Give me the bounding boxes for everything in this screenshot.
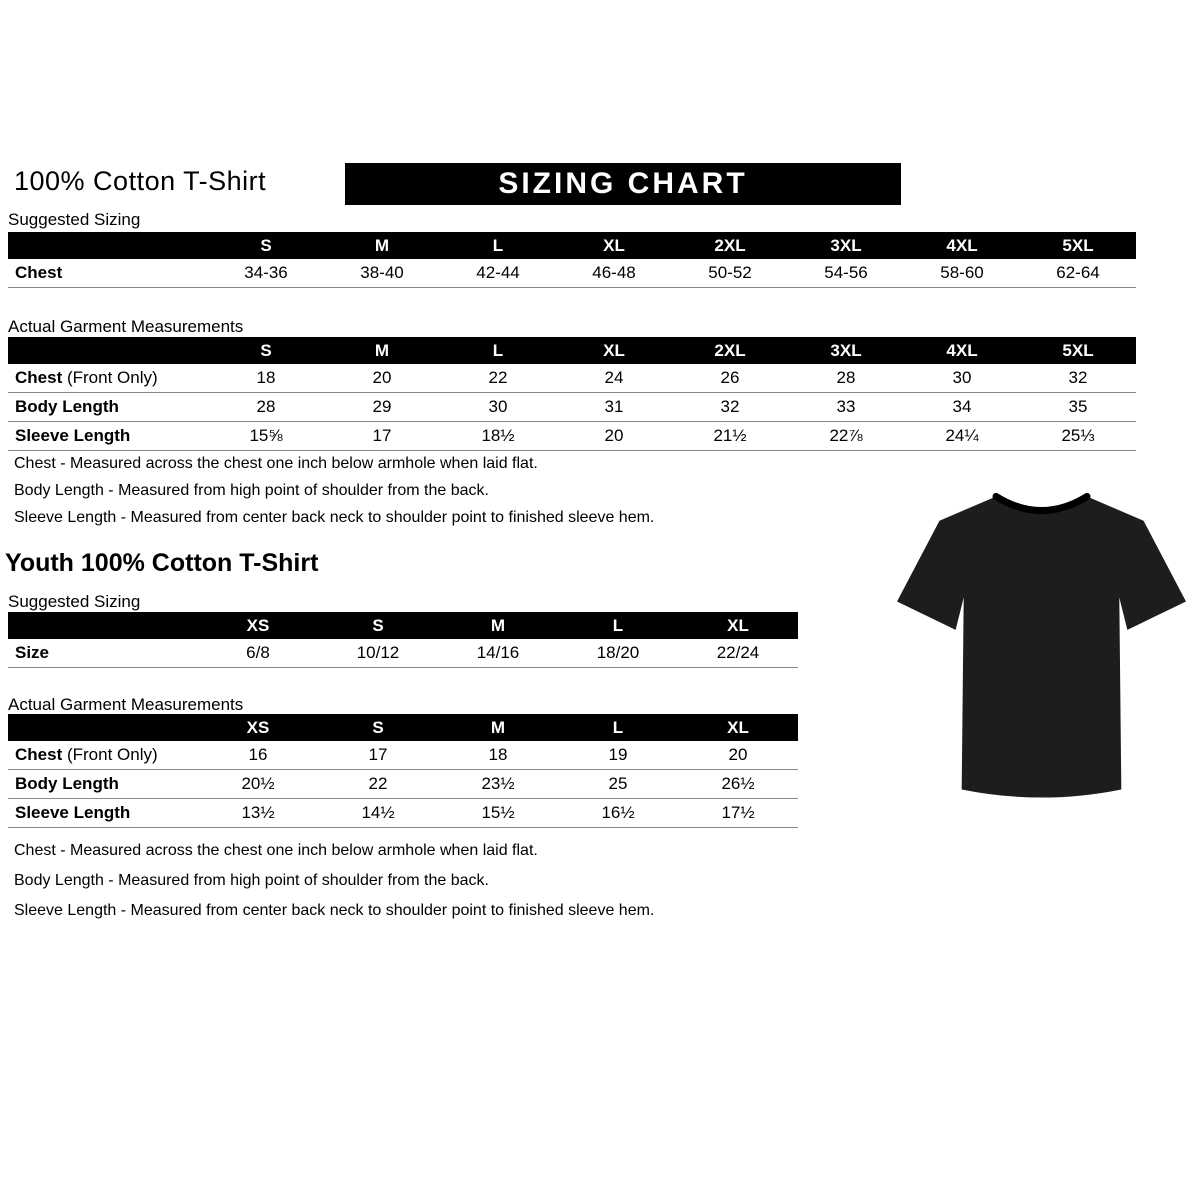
table-row [8, 639, 798, 668]
adult-actual-measurements-label: Actual Garment Measurements [8, 317, 244, 336]
value-cell: 22⅞ [829, 426, 863, 445]
value-cell: 18 [488, 745, 508, 764]
note-line: Body Length - Measured from high point of shoulder from the back. [14, 872, 489, 889]
col-header-l: L [612, 717, 624, 737]
col-header-xl: XL [727, 717, 749, 737]
col-header-m: M [490, 717, 506, 737]
table-header-row [8, 232, 1136, 259]
value-cell: 26 [720, 368, 740, 387]
table-header-row [8, 337, 1136, 364]
value-cell: 21½ [713, 426, 747, 445]
table-header-row [8, 612, 798, 639]
value-cell: 32 [720, 397, 740, 416]
youth-actual-measurements-label: Actual Garment Measurements [8, 695, 244, 714]
col-header-m: M [490, 615, 506, 635]
value-cell: 19 [608, 745, 628, 764]
value-cell: 16½ [601, 803, 635, 822]
table-row [8, 364, 1136, 393]
col-header-4xl: 4XL [946, 340, 978, 360]
col-header-s: S [372, 615, 384, 635]
value-cell: 28 [836, 368, 856, 387]
row-label: Chest (Front Only) [15, 368, 158, 387]
table-row [8, 799, 798, 828]
value-cell: 18 [256, 368, 276, 387]
table-row [8, 259, 1136, 288]
row-label: Chest (Front Only) [15, 745, 158, 764]
value-cell: 25⅓ [1061, 426, 1095, 445]
value-cell: 24¼ [945, 426, 979, 445]
sizing-chart-banner-text: SIZING CHART [498, 167, 748, 200]
value-cell: 30 [488, 397, 508, 416]
value-cell: 58-60 [940, 263, 984, 282]
tshirt-graphic [895, 477, 1188, 813]
table-row [8, 393, 1136, 422]
value-cell: 18/20 [596, 643, 640, 662]
value-cell: 20 [728, 745, 748, 764]
value-cell: 22 [488, 368, 508, 387]
youth-suggested-sizing-table [8, 612, 798, 668]
value-cell: 14½ [361, 803, 395, 822]
col-header-l: L [492, 340, 504, 360]
col-header-l: L [612, 615, 624, 635]
tshirt-body-shape [897, 496, 1186, 797]
row-label: Size [15, 643, 50, 662]
youth-section-title: Youth 100% Cotton T-Shirt [5, 549, 319, 577]
value-cell: 13½ [241, 803, 275, 822]
value-cell: 50-52 [708, 263, 752, 282]
row-label: Sleeve Length [15, 803, 131, 822]
adult-suggested-sizing-table [8, 232, 1136, 288]
table-row [8, 422, 1136, 451]
row-label: Body Length [15, 397, 119, 416]
note-line: Chest - Measured across the chest one inch below armhole when laid flat. [14, 842, 538, 859]
tshirt-image [895, 477, 1188, 813]
youth-measurement-notes [14, 842, 654, 932]
value-cell: 18½ [481, 426, 515, 445]
adult-measurement-notes [14, 455, 654, 536]
value-cell: 32 [1068, 368, 1088, 387]
col-header-5xl: 5XL [1062, 235, 1094, 255]
col-header-xl: XL [603, 235, 625, 255]
row-label: Sleeve Length [15, 426, 131, 445]
col-header-2xl: 2XL [714, 340, 746, 360]
value-cell: 17½ [721, 803, 755, 822]
adult-actual-measurements-table [8, 337, 1136, 451]
col-header-m: M [374, 340, 390, 360]
value-cell: 54-56 [824, 263, 868, 282]
col-header-4xl: 4XL [946, 235, 978, 255]
col-header-xl: XL [727, 615, 749, 635]
col-header-s: S [260, 340, 272, 360]
value-cell: 24 [604, 368, 624, 387]
value-cell: 15⅝ [249, 426, 283, 445]
col-header-xs: XS [246, 717, 270, 737]
col-header-s: S [372, 717, 384, 737]
value-cell: 20½ [241, 774, 275, 793]
note-line: Chest - Measured across the chest one inch below armhole when laid flat. [14, 455, 538, 472]
note-line: Body Length - Measured from high point of shoulder from the back. [14, 482, 489, 499]
col-header-3xl: 3XL [830, 340, 862, 360]
value-cell: 20 [372, 368, 392, 387]
table-row [8, 741, 798, 770]
value-cell: 30 [952, 368, 972, 387]
value-cell: 28 [256, 397, 276, 416]
value-cell: 17 [368, 745, 388, 764]
value-cell: 6/8 [246, 643, 270, 662]
note-line: Sleeve Length - Measured from center back neck to shoulder point to finished sleeve hem. [14, 509, 655, 526]
value-cell: 17 [372, 426, 392, 445]
col-header-5xl: 5XL [1062, 340, 1094, 360]
value-cell: 46-48 [592, 263, 636, 282]
value-cell: 29 [372, 397, 392, 416]
value-cell: 20 [604, 426, 624, 445]
youth-actual-measurements-table [8, 714, 798, 828]
value-cell: 26½ [721, 774, 755, 793]
value-cell: 34-36 [244, 263, 288, 282]
col-header-xs: XS [246, 615, 270, 635]
value-cell: 23½ [481, 774, 515, 793]
row-label: Body Length [15, 774, 119, 793]
col-header-l: L [492, 235, 504, 255]
value-cell: 62-64 [1056, 263, 1100, 282]
sizing-chart-banner [345, 163, 901, 205]
row-label: Chest [15, 263, 63, 282]
table-header-row [8, 714, 798, 741]
value-cell: 22 [368, 774, 388, 793]
value-cell: 33 [836, 397, 856, 416]
value-cell: 34 [952, 397, 972, 416]
adult-suggested-sizing-label: Suggested Sizing [8, 210, 141, 229]
table-row [8, 770, 798, 799]
col-header-3xl: 3XL [830, 235, 862, 255]
col-header-m: M [374, 235, 390, 255]
value-cell: 22/24 [716, 643, 760, 662]
col-header-s: S [260, 235, 272, 255]
col-header-2xl: 2XL [714, 235, 746, 255]
value-cell: 38-40 [360, 263, 404, 282]
value-cell: 35 [1068, 397, 1088, 416]
value-cell: 42-44 [476, 263, 520, 282]
value-cell: 25 [608, 774, 628, 793]
value-cell: 14/16 [476, 643, 520, 662]
col-header-xl: XL [603, 340, 625, 360]
adult-section-title: 100% Cotton T-Shirt [14, 166, 267, 196]
value-cell: 16 [248, 745, 268, 764]
value-cell: 31 [604, 397, 624, 416]
value-cell: 10/12 [356, 643, 400, 662]
youth-suggested-sizing-label: Suggested Sizing [8, 592, 141, 611]
value-cell: 15½ [481, 803, 515, 822]
note-line: Sleeve Length - Measured from center back neck to shoulder point to finished sleeve hem. [14, 902, 655, 919]
